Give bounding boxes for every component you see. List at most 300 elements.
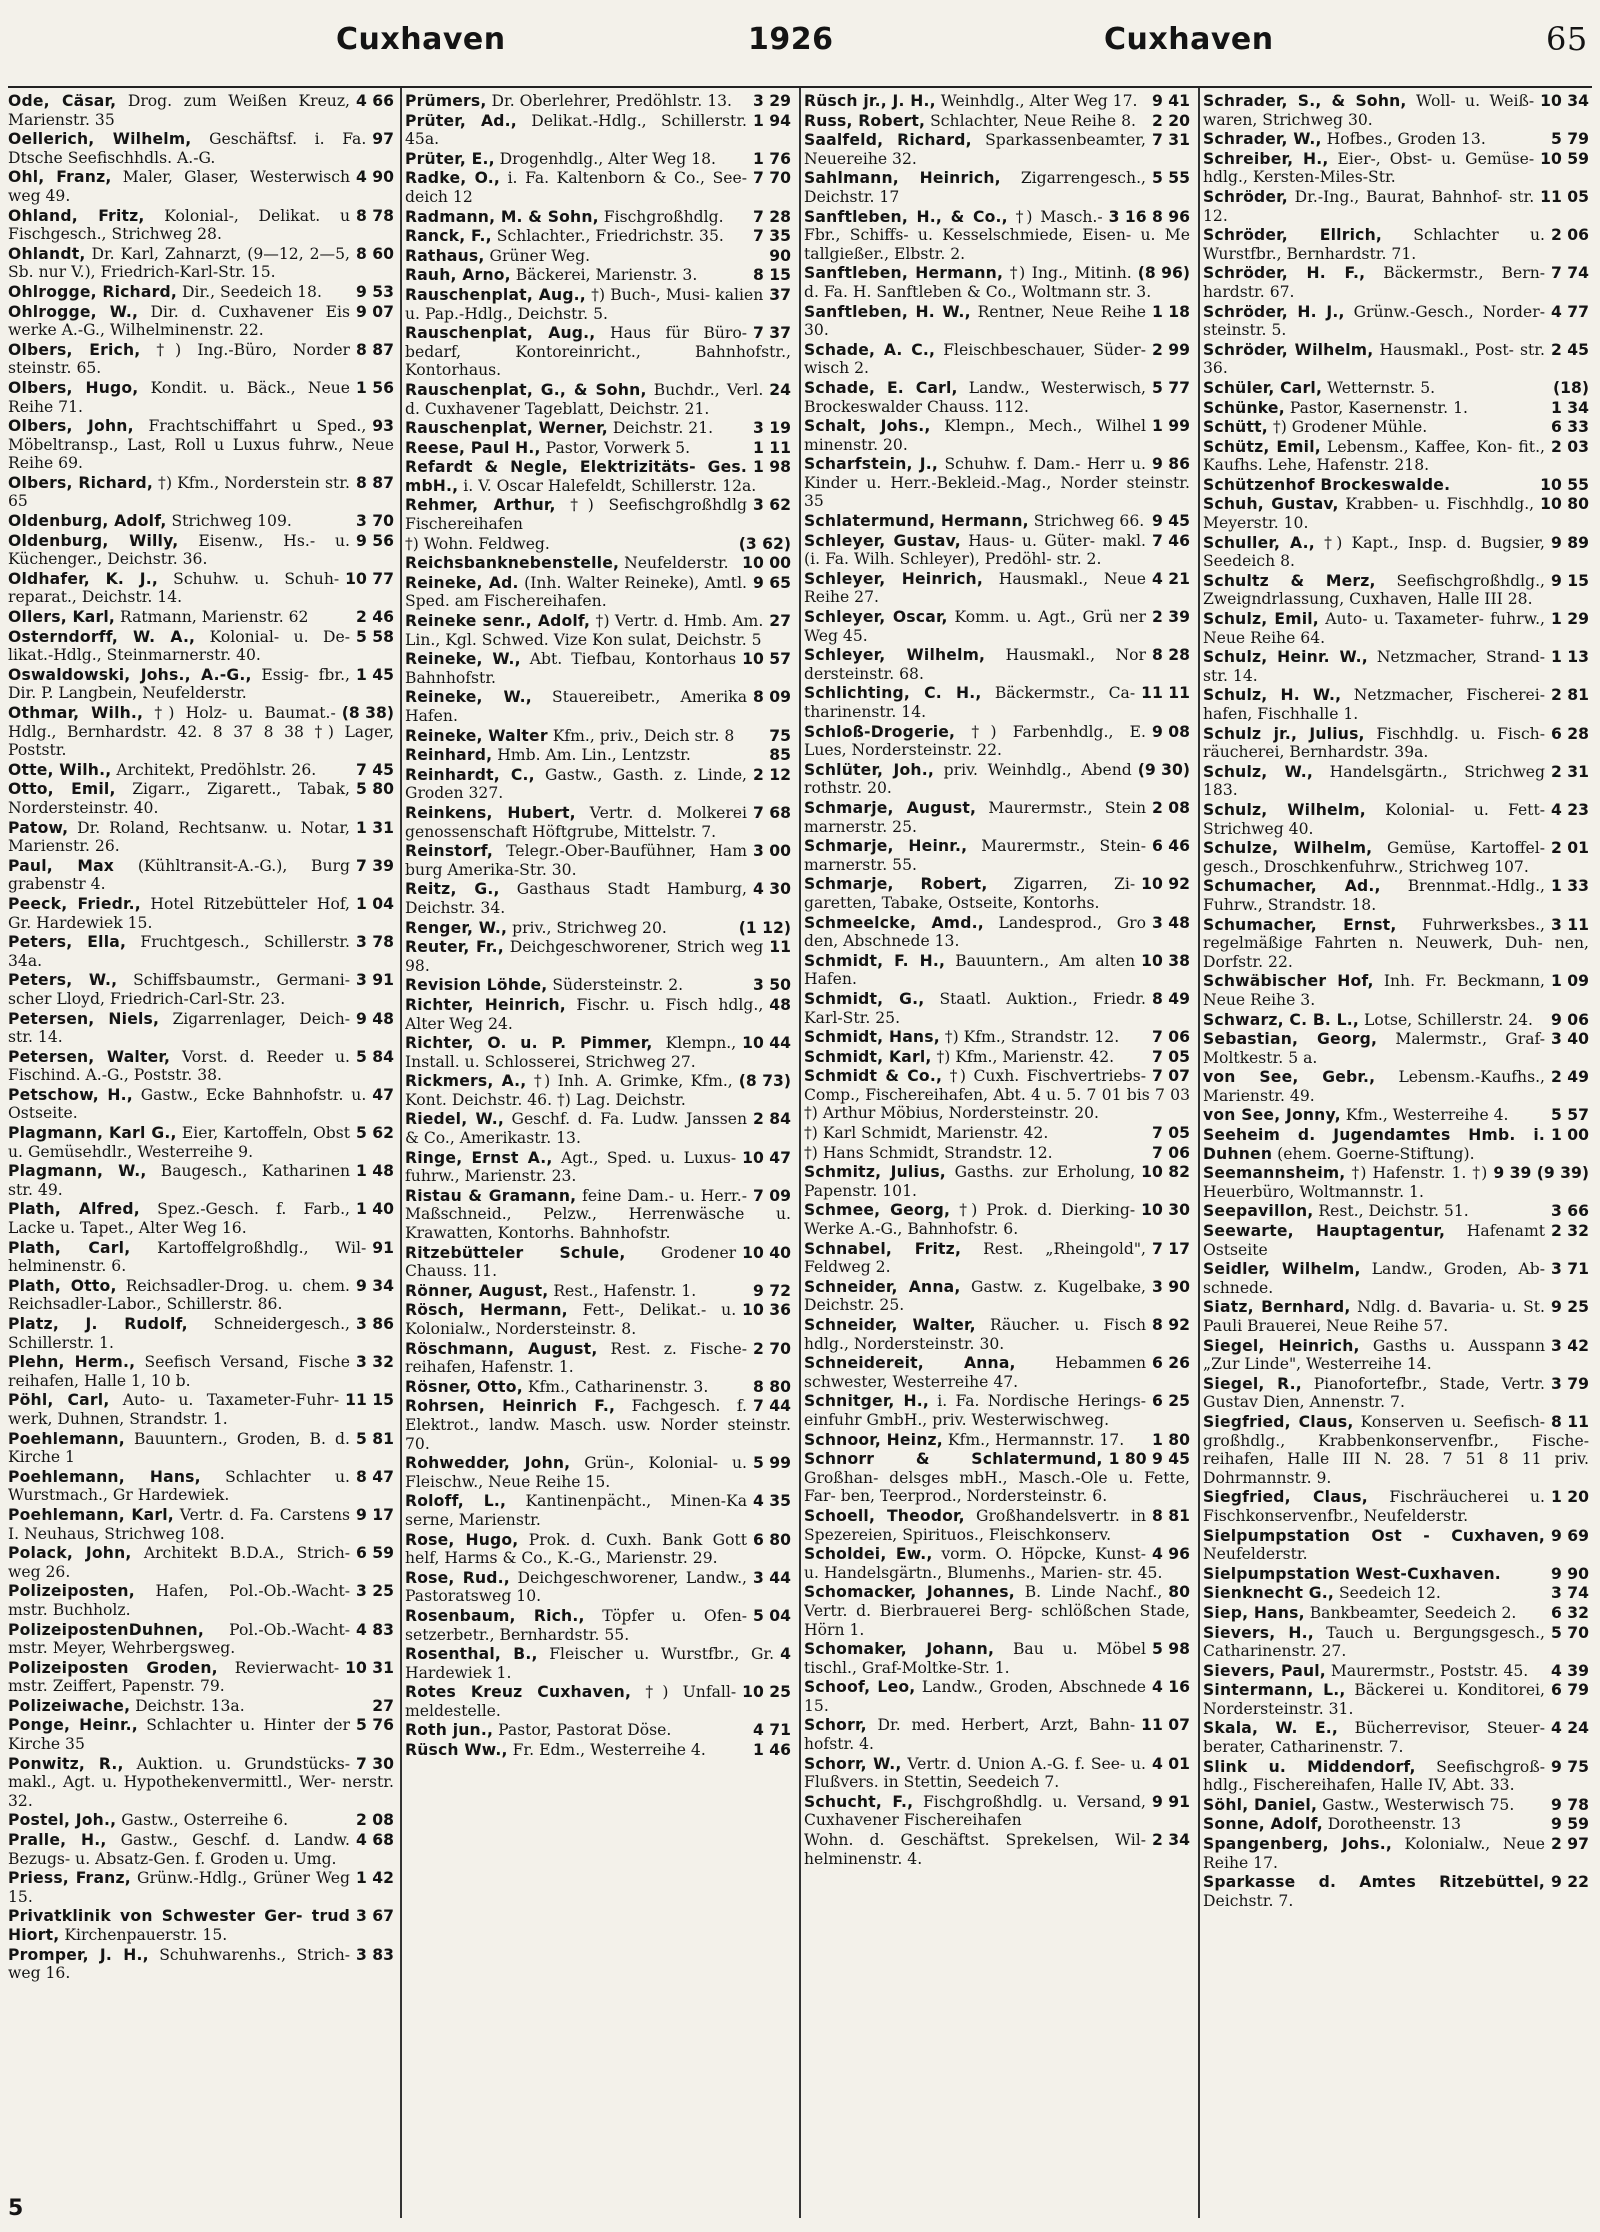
entry-details: †) Prok. d. Dierking- Werke A.-G., Bahnhofstr. 6. <box>804 1201 1136 1239</box>
entry-phone: 37 <box>769 285 791 304</box>
entry-phone: (3 62) <box>738 534 791 553</box>
entry-name: Schneidereit, Anna, <box>804 1354 1016 1373</box>
entry-name: Schröder, H. J., <box>1203 302 1345 321</box>
entry-name: Schnoor, Heinz, <box>804 1430 943 1449</box>
directory-entry <box>1203 1681 1591 1718</box>
entry-phone: 5 55 <box>1152 169 1190 188</box>
entry-phone: 7 45 <box>356 760 394 779</box>
entry-phone: 9 90 <box>1551 1564 1589 1583</box>
directory-entry <box>405 112 793 149</box>
entry-name: Rathaus, <box>405 246 485 265</box>
entry-phone: 90 <box>769 246 791 265</box>
entry-phone: 4 21 <box>1152 569 1190 588</box>
entry-details: Kfm., Hermannstr. 17. <box>947 1430 1125 1449</box>
entry-phone: 2 45 <box>1551 340 1589 359</box>
entry-name: Radmann, M. & Sohn, <box>405 207 599 226</box>
entry-name: Priess, Franz, <box>8 1869 131 1888</box>
entry-phone: 1 46 <box>753 1741 791 1760</box>
entry-phone: 10 31 <box>345 1658 394 1677</box>
directory-entry <box>804 1240 1192 1277</box>
entry-name: Schröder, Ellrich, <box>1203 226 1383 245</box>
directory-entry <box>1203 495 1591 532</box>
entry-phone: 7 37 <box>753 324 791 343</box>
entry-details: Auto- u. Taxameter- fuhrw., Neue Reihe 64. <box>1203 610 1545 647</box>
entry-details: Gastw., Geschf. d. Landw. Bezugs- u. Absatz-Gen. f. Groden u. Umg. <box>8 1831 351 1868</box>
directory-entry <box>8 1907 396 1944</box>
entry-name: Sonne, Adolf, <box>1203 1815 1323 1834</box>
entry-details: Hafen, Pol.-Ob.-Wacht- mstr. Buchholz. <box>8 1582 351 1619</box>
entry-details: Telegr.-Ober-Baufühner, Ham burg Amerika-Str. 30. <box>405 842 748 879</box>
entry-name: Reineke, Ad. <box>405 573 519 592</box>
entry-details: Maurermstr., Stein- marnerstr. 55. <box>804 837 1146 874</box>
entry-details: Pastor, Vorwerk 5. <box>545 438 691 457</box>
entry-phone: 10 77 <box>345 569 394 588</box>
directory-entry <box>8 1811 396 1830</box>
entry-details: Landw., Westerwisch, Brockeswalder Chauss. 112. <box>804 378 1146 416</box>
directory-entry <box>405 938 793 975</box>
directory-entry <box>1203 1719 1591 1756</box>
directory-entry <box>1203 763 1591 800</box>
entry-details: Strichweg 109. <box>171 512 292 531</box>
entry-name: Scholdei, Ew., <box>804 1545 933 1564</box>
entry-details: Geschf. d. Fa. Ludw. Janssen & Co., Amerikastr. 13. <box>405 1110 748 1148</box>
directory-entry <box>1203 1584 1591 1603</box>
directory-entry <box>804 1028 1192 1047</box>
entry-details: Schlachter u. Hinter der Kirche 35 <box>8 1716 350 1754</box>
directory-entry <box>1203 418 1591 437</box>
entry-phone: 3 66 <box>1551 1202 1589 1221</box>
entry-name: Sanftleben, H. W., <box>804 302 971 321</box>
entry-phone: 1 00 <box>1551 1126 1589 1145</box>
directory-entry <box>804 1793 1192 1830</box>
directory-entry <box>1203 379 1591 398</box>
entry-details: Fleischbeschauer, Süder- wisch 2. <box>804 340 1146 378</box>
entry-name: Schneider, Anna, <box>804 1277 961 1296</box>
entry-name: Ranck, F., <box>405 227 492 246</box>
entry-name: Slink u. Middendorf, <box>1203 1757 1416 1776</box>
directory-entry <box>8 1315 396 1352</box>
entry-phone: 9 39 (9 39) <box>1493 1164 1589 1183</box>
directory-entry <box>8 819 396 856</box>
entry-phone: 7 09 <box>753 1186 791 1205</box>
entry-phone: 1 76 <box>753 149 791 168</box>
entry-details: Grodener Chauss. 11. <box>405 1243 737 1281</box>
entry-name: Schmee, Georg, <box>804 1201 951 1220</box>
entry-name: Othmar, Wilh., <box>8 704 144 722</box>
entry-name: Spangenberg, Johs., <box>1203 1835 1392 1854</box>
directory-entry <box>405 266 793 285</box>
directory-entry <box>405 919 793 938</box>
entry-name: Plath, Alfred, <box>8 1200 140 1219</box>
entry-phone: 3 62 <box>753 496 791 515</box>
entry-details: Hebammen schwester, Westerreihe 47. <box>804 1354 1147 1391</box>
entry-name: Sahlmann, Heinrich, <box>804 169 1001 188</box>
entry-details: Ndlg. d. Bavaria- u. St. Pauli Brauerei, Neue Reihe 57. <box>1203 1298 1545 1335</box>
directory-entry <box>8 666 396 703</box>
entry-phone: 8 47 <box>356 1467 394 1486</box>
directory-entry <box>8 1430 396 1467</box>
entry-details: Schlachter u. Wurstmach., Gr Hardewiek. <box>8 1467 350 1505</box>
entry-details: †) Kapt., Insp. d. Bugsier, Seedeich 8. <box>1203 533 1546 571</box>
entry-phone: 2 97 <box>1551 1835 1589 1854</box>
entry-details: Architekt, Predöhlstr. 26. <box>116 760 317 779</box>
entry-details: Pol.-Ob.-Wacht- mstr. Meyer, Wehrbergsweg. <box>8 1620 351 1658</box>
entry-phone: 7 28 <box>753 207 791 226</box>
directory-entry <box>405 286 793 323</box>
entry-name: Schulz, Wilhelm, <box>1203 800 1366 819</box>
entry-details: Krabben- u. Fischhdlg., Meyerstr. 10. <box>1203 495 1535 533</box>
directory-entry <box>804 1392 1192 1429</box>
entry-phone: 3 74 <box>1551 1584 1589 1603</box>
directory-entry <box>405 574 793 611</box>
entry-name: Schloß-Drogerie, <box>804 722 956 741</box>
directory-entry <box>1203 150 1591 187</box>
entry-phone: 7 44 <box>753 1397 791 1416</box>
entry-phone: 10 82 <box>1141 1163 1190 1182</box>
directory-entry <box>405 381 793 418</box>
entry-details: Prok. d. Cuxh. Bank Gott helf, Harms & Co., K.-G., Marienstr. 29. <box>405 1530 748 1568</box>
entry-details: †) Cuxh. Fischvertriebs- Comp., Fischereihafen, Abt. 4 u. 5. 7 01 bis 7 03 †) Arthur Möbius, Nordersteinstr. 20. <box>804 1067 1190 1123</box>
entry-name: Sielpumpstation West-Cuxhaven. <box>1203 1564 1501 1583</box>
entry-details: Fruchtgesch., Schillerstr. 34a. <box>8 933 351 970</box>
directory-entry <box>804 684 1192 721</box>
directory-entry <box>8 1124 396 1161</box>
entry-phone: 7 05 <box>1152 1124 1190 1143</box>
entry-phone: 1 42 <box>356 1869 394 1888</box>
directory-entry <box>8 417 396 473</box>
entry-phone: 9 48 <box>356 1009 394 1028</box>
directory-entry <box>1203 534 1591 571</box>
entry-details: Strichweg 66. <box>1033 512 1145 531</box>
entry-phone: 9 07 <box>356 302 394 321</box>
entry-details: Landw., Groden, Abschnede 15. <box>804 1678 1147 1715</box>
directory-entry <box>804 990 1192 1027</box>
entry-phone: 10 25 <box>742 1683 791 1702</box>
entry-name: Peeck, Friedr., <box>8 894 141 913</box>
entry-phone: 7 35 <box>753 227 791 246</box>
entry-phone: 1 11 <box>753 438 791 457</box>
entry-name: Reinhardt, C., <box>405 765 535 784</box>
entry-name: Schleyer, Oscar, <box>804 608 948 627</box>
entry-phone: 85 <box>769 746 791 765</box>
entry-phone: 4 66 <box>356 92 394 110</box>
entry-name: Peters, W., <box>8 971 118 990</box>
entry-name: Schmarje, Robert, <box>804 875 988 894</box>
entry-phone: 8 60 <box>356 244 394 263</box>
entry-phone: 1 80 9 45 <box>1108 1450 1190 1469</box>
entry-name: Schoell, Theodor, <box>804 1506 965 1525</box>
directory-entry <box>1203 1011 1591 1030</box>
directory-entry <box>8 704 396 760</box>
entry-details: Bau u. Möbel tischl., Graf-Moltke-Str. 1. <box>804 1640 1147 1677</box>
entry-phone: 3 71 <box>1551 1260 1589 1279</box>
entry-name: Schulze, Wilhelm, <box>1203 839 1373 858</box>
entry-details: Dr.-Ing., Baurat, Bahnhof- str. 12. <box>1203 187 1535 225</box>
entry-phone: 8 15 <box>753 266 791 285</box>
directory-entry <box>1203 188 1591 225</box>
directory-entry <box>1203 1375 1591 1412</box>
entry-name: Rösner, Otto, <box>405 1377 523 1396</box>
entry-phone: 24 <box>769 380 791 399</box>
entry-name: Ritzebütteler Schule, <box>405 1243 626 1262</box>
directory-entry <box>8 628 396 665</box>
directory-entry <box>1203 303 1591 340</box>
directory-entry <box>405 976 793 995</box>
entry-name: PolizeipostenDuhnen, <box>8 1620 204 1639</box>
entry-name: Plagmann, W., <box>8 1162 147 1181</box>
entry-phone: 7 17 <box>1152 1239 1190 1258</box>
entry-phone: (9 30) <box>1137 760 1190 779</box>
entry-phone: 6 26 <box>1152 1354 1190 1373</box>
directory-entry <box>8 608 396 627</box>
entry-phone: 5 99 <box>753 1454 791 1473</box>
running-title-left: Cuxhaven <box>336 22 506 57</box>
entry-details: Dr. Oberlehrer, Predöhlstr. 13. <box>491 92 733 110</box>
entry-name: Schröder, H. F., <box>1203 264 1366 283</box>
directory-entry <box>8 895 396 932</box>
entry-details: Revierwacht- mstr. Zeiffert, Papenstr. 79. <box>8 1658 340 1696</box>
entry-name: Schumacher, Ad., <box>1203 877 1381 896</box>
entry-phone: 3 19 <box>753 419 791 438</box>
entry-phone: (8 96) <box>1137 264 1190 283</box>
entry-details: Stauereibetr., Amerika Hafen. <box>405 688 747 725</box>
entry-name: Schulz jr., Julius, <box>1203 724 1365 743</box>
entry-name: Siep, Hans, <box>1203 1603 1305 1622</box>
entry-name: Roloff, L., <box>405 1492 507 1511</box>
entry-phone: 9 41 <box>1152 92 1190 110</box>
entry-details: Schuhwarenhs., Strich- weg 16. <box>8 1945 351 1983</box>
entry-details: Seefisch Versand, Fische reihafen, Halle 1, 10 b. <box>8 1353 351 1390</box>
entry-phone: 8 87 <box>356 340 394 359</box>
directory-entry <box>8 92 396 129</box>
entry-name: Schulz, H. W., <box>1203 686 1342 705</box>
entry-name: Schütt, <box>1203 418 1268 437</box>
entry-phone: 8 09 <box>753 688 791 707</box>
entry-phone: 93 <box>372 417 394 436</box>
entry-name: Siegel, R., <box>1203 1374 1302 1393</box>
entry-phone: 4 35 <box>753 1492 791 1511</box>
directory-entry <box>804 1755 1192 1792</box>
directory-entry <box>8 761 396 780</box>
entry-details: †) Hans Schmidt, Strandstr. 12. <box>804 1143 1053 1162</box>
entry-phone: 1 18 <box>1152 302 1190 321</box>
entry-details: Zigarr., Zigarett., Tabak, Nordersteinstr. 40. <box>8 780 351 817</box>
entry-details: Bauuntern., Groden, B. d. Kirche 1 <box>8 1429 350 1467</box>
directory-entry <box>8 1831 396 1868</box>
entry-details: Haus für Büro- bedarf, Kontoreinricht., Bahnhofstr., Kontorhaus. <box>405 324 791 380</box>
entry-phone: 9 65 <box>753 573 791 592</box>
directory-entry <box>405 1454 793 1491</box>
entry-details: †) Grodener Mühle. <box>1272 418 1428 437</box>
entry-name: Söhl, Daniel, <box>1203 1795 1318 1814</box>
entry-details: Drogenhdlg., Alter Weg 18. <box>499 149 717 168</box>
entry-phone: 1 80 <box>1152 1430 1190 1449</box>
directory-entry <box>804 1545 1192 1582</box>
entry-phone: 2 39 <box>1152 608 1190 627</box>
entry-name: Schmarje, August, <box>804 798 977 817</box>
entry-name: Schmidt & Co., <box>804 1067 943 1086</box>
entry-name: Russ, Robert, <box>804 111 926 130</box>
entry-name: Scharfstein, J., <box>804 455 939 474</box>
directory-entry <box>405 150 793 169</box>
directory-entry <box>1203 1337 1591 1374</box>
entry-details: Neufelderstr. <box>624 554 729 573</box>
entry-name: Riedel, W., <box>405 1110 504 1129</box>
entry-name: Ollers, Karl, <box>8 608 116 627</box>
entry-name: Poehlemann, Karl, <box>8 1505 174 1524</box>
entry-phone: 11 <box>769 938 791 957</box>
entry-details: Deichstr. 21. <box>612 419 714 438</box>
entry-phone: 8 81 <box>1152 1506 1190 1525</box>
entry-details: Hausmakl., Neue Reihe 27. <box>804 569 1147 607</box>
entry-details: Weinhdlg., Alter Weg 17. <box>940 92 1138 110</box>
entry-name: Rösch, Hermann, <box>405 1301 568 1320</box>
entry-name: Schrader, W., <box>1203 130 1322 149</box>
entry-phone: 4 24 <box>1551 1719 1589 1738</box>
entry-name: Ohlandt, <box>8 244 86 263</box>
entry-details: i. V. Oscar Halefeldt, Schillerstr. 12a. <box>463 476 757 495</box>
entry-phone: 7 06 <box>1152 1028 1190 1047</box>
entry-phone: 8 92 <box>1152 1316 1190 1334</box>
entry-details: Kirchenpauerstr. 15. <box>64 1926 228 1944</box>
entry-phone: 4 83 <box>356 1620 394 1639</box>
entry-details: Großhan- delsges mbH., Masch.-Ole u. Fette, Far- ben, Teerprod., Nordersteinstr. 6. <box>804 1468 1190 1506</box>
directory-entry <box>804 1124 1192 1143</box>
directory-column-4 <box>1203 92 1591 2214</box>
entry-details: Bauuntern., Am alten Hafen. <box>804 951 1136 989</box>
entry-name: von See, Gebr., <box>1203 1068 1376 1087</box>
entry-name: Schmidt, Karl, <box>804 1047 932 1066</box>
entry-name: Oswaldowski, Johs., A.-G., <box>8 665 252 684</box>
entry-details: †) Vertr. d. Hmb. Am. Lin., Kgl. Schwed. Vize Kon sulat, Deichstr. 5 <box>405 612 764 649</box>
column-divider <box>799 88 801 2218</box>
entry-name: Schlatermund, Hermann, <box>804 512 1029 531</box>
entry-details: priv. Weinhdlg., Abend rothstr. 20. <box>804 760 1132 798</box>
directory-entry <box>405 247 793 266</box>
directory-entry <box>8 780 396 817</box>
entry-phone: 1 40 <box>356 1200 394 1219</box>
entry-details: Räucher. u. Fisch hdlg., Nordersteinstr. 30. <box>804 1316 1146 1353</box>
entry-details: Komm. u. Agt., Grü ner Weg 45. <box>804 608 1146 645</box>
directory-entry <box>8 1468 396 1505</box>
directory-entry <box>405 842 793 879</box>
entry-name: Oellerich, Wilhelm, <box>8 130 192 149</box>
entry-phone: 2 81 <box>1551 686 1589 705</box>
entry-name: Radke, O., <box>405 169 500 188</box>
entry-phone: 2 99 <box>1152 340 1190 359</box>
entry-details: Konserven u. Seefisch- großhdlg., Krabbenkonservenfbr., Fische- reihafen, Halle III N. 28. 7 51 8 11 priv. Dohrmannstr. 9. <box>1203 1412 1589 1487</box>
entry-details: Fischr. u. Fisch hdlg., Alter Weg 24. <box>405 995 764 1033</box>
entry-phone: 1 13 <box>1551 648 1589 667</box>
entry-phone: 7 46 <box>1152 531 1190 550</box>
directory-entry <box>1203 725 1591 762</box>
entry-details: Fuhrwerksbes., regelmäßige Fahrten n. Neuwerk, Duh- nen, Dorfstr. 22. <box>1203 915 1589 971</box>
entry-details: Inh. Fr. Beckmann, Neue Reihe 3. <box>1203 972 1545 1009</box>
entry-details: Rentner, Neue Reihe 30. <box>804 302 1146 340</box>
entry-details: Gastw., Osterreihe 6. <box>121 1811 289 1830</box>
directory-entry <box>804 837 1192 874</box>
entry-details: †) Karl Schmidt, Marienstr. 42. <box>804 1124 1049 1143</box>
entry-name: Schwarz, C. B. L., <box>1203 1010 1360 1029</box>
entry-details: Sparkassenbeamter, Neuereihe 32. <box>804 131 1147 168</box>
directory-entry <box>1203 341 1591 378</box>
entry-details: Fett-, Delikat.- u. Kolonialw., Nordersteinstr. 8. <box>405 1301 737 1338</box>
entry-details: Maler, Glaser, Westerwisch weg 49. <box>8 168 351 205</box>
entry-name: Oldhafer, K. J., <box>8 569 159 588</box>
entry-name: Schleyer, Wilhelm, <box>804 646 986 665</box>
entry-phone: 8 87 <box>356 473 394 492</box>
directory-entry <box>1203 916 1591 972</box>
entry-phone: 5 62 <box>356 1124 394 1143</box>
entry-name: Siegfried, Claus, <box>1203 1488 1368 1507</box>
directory-entry <box>8 245 396 282</box>
directory-entry <box>804 1640 1192 1677</box>
entry-name: Privatklinik von Schwester Ger- trud Hiort, <box>8 1907 351 1944</box>
directory-entry <box>8 1697 396 1716</box>
entry-details: Kolonial-, Delikat. u Fischgesch., Strichweg 28. <box>8 206 351 244</box>
directory-entry <box>8 474 396 511</box>
directory-entry <box>8 1200 396 1237</box>
directory-entry <box>405 227 793 246</box>
entry-details: Wetternstr. 5. <box>1327 378 1436 397</box>
entry-phone: 7 07 <box>1152 1067 1190 1086</box>
directory-entry <box>8 512 396 531</box>
entry-name: Plath, Carl, <box>8 1238 131 1257</box>
entry-details: Wohn. d. Geschäftst. Sprekelsen, Wil- helminenstr. 4. <box>804 1831 1147 1868</box>
entry-name: Ristau & Gramann, <box>405 1186 577 1205</box>
directory-entry <box>8 1506 396 1543</box>
entry-phone: 7 06 <box>1152 1143 1190 1162</box>
entry-phone: 4 01 <box>1152 1754 1190 1773</box>
entry-phone: 3 79 <box>1551 1374 1589 1393</box>
entry-name: Paul, Max <box>8 856 115 875</box>
entry-name: Schnorr & Schlatermund, <box>804 1450 1103 1469</box>
entry-details: Ratmann, Marienstr. 62 <box>119 608 309 627</box>
entry-details: †) Ing.-Büro, Norder steinstr. 65. <box>8 340 351 378</box>
entry-name: Schleyer, Heinrich, <box>804 569 983 588</box>
entry-phone: 9 08 <box>1152 722 1190 741</box>
directory-entry <box>8 379 396 416</box>
entry-phone: 10 59 <box>1540 149 1589 168</box>
entry-name: Seemannsheim, <box>1203 1164 1346 1183</box>
entry-name: Rosenthal, B., <box>405 1645 538 1664</box>
entry-details: Buchdr., Verl. d. Cuxhavener Tageblatt, Deichstr. 21. <box>405 380 764 418</box>
directory-entry <box>405 804 793 841</box>
directory-entry <box>804 761 1192 798</box>
entry-name: Olbers, John, <box>8 417 134 436</box>
entry-details: Klempn., Install. u. Schlosserei, Strichweg 27. <box>405 1034 737 1071</box>
entry-name: Schröder, <box>1203 187 1288 206</box>
entry-details: Rest., Hafenstr. 1. <box>553 1281 697 1300</box>
entry-phone: 1 48 <box>356 1162 394 1181</box>
entry-phone: 9 59 <box>1551 1815 1589 1834</box>
directory-entry <box>405 1187 793 1243</box>
entry-details: Hausmakl., Nor dersteinstr. 68. <box>804 646 1146 683</box>
entry-details: Pianofortefbr., Stade, Vertr. Gustav Dien, Annenstr. 7. <box>1203 1374 1546 1412</box>
entry-details: Bäckermstr., Bern- hardstr. 67. <box>1203 264 1546 301</box>
entry-name: Schünke, <box>1203 398 1285 417</box>
entry-phone: 97 <box>372 130 394 149</box>
directory-entry <box>804 1316 1192 1353</box>
entry-details: Zigarrengesch., Deichstr. 17 <box>804 169 1146 206</box>
entry-phone: 10 38 <box>1141 951 1190 970</box>
entry-details: i. Fa. Kaltenborn & Co., See- deich 12 <box>405 169 748 206</box>
entry-phone: 3 00 <box>753 842 791 861</box>
entry-details: Kfm., Westerreihe 4. <box>1345 1106 1509 1125</box>
directory-entry <box>804 455 1192 511</box>
entry-name: Seidler, Wilhelm, <box>1203 1260 1361 1279</box>
entry-phone: 11 11 <box>1141 684 1190 703</box>
